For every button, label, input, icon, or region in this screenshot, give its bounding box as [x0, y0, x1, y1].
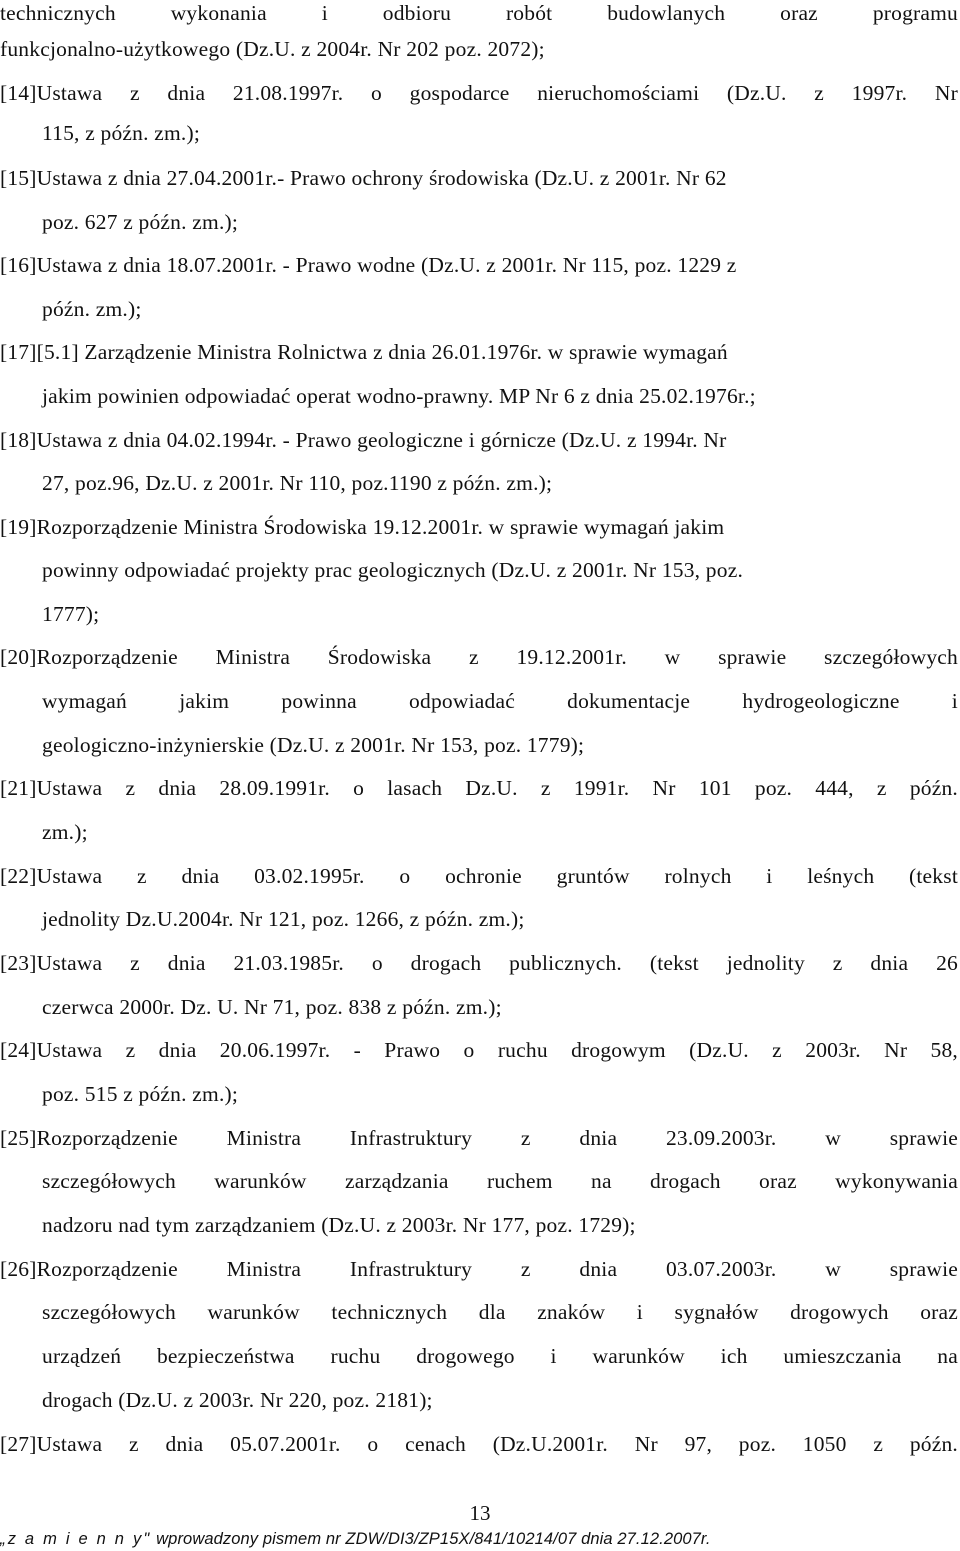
- reference-line: [17][5.1] Zarządzenie Ministra Rolnictwa z dnia 26.01.1976r. w sprawie wymagań: [0, 340, 728, 364]
- reference-continuation-line: 1777);: [42, 602, 100, 626]
- reference-line: funkcjonalno-użytkowego (Dz.U. z 2004r. Nr 202 poz. 2072);: [0, 37, 545, 61]
- reference-line: technicznych wykonania i odbioru robót budowlanych oraz programu: [0, 1, 958, 25]
- reference-line: [20]Rozporządzenie Ministra Środowiska z 19.12.2001r. w sprawie szczegółowych: [0, 645, 958, 669]
- reference-continuation-line: urządzeń bezpieczeństwa ruchu drogowego i warunków ich umieszczania na: [42, 1344, 958, 1368]
- reference-line: [15]Ustawa z dnia 27.04.2001r.- Prawo ochrony środowiska (Dz.U. z 2001r. Nr 62: [0, 166, 727, 190]
- reference-line: [23]Ustawa z dnia 21.03.1985r. o drogach publicznych. (tekst jednolity z dnia 26: [0, 951, 958, 975]
- reference-continuation-line: poz. 627 z późn. zm.);: [42, 210, 239, 234]
- reference-continuation-line: czerwca 2000r. Dz. U. Nr 71, poz. 838 z późn. zm.);: [42, 995, 502, 1019]
- reference-continuation-line: nadzoru nad tym zarządzaniem (Dz.U. z 2003r. Nr 177, poz. 1729);: [42, 1213, 636, 1237]
- reference-line: [18]Ustawa z dnia 04.02.1994r. - Prawo geologiczne i górnicze (Dz.U. z 1994r. Nr: [0, 428, 727, 452]
- reference-line: [16]Ustawa z dnia 18.07.2001r. - Prawo wodne (Dz.U. z 2001r. Nr 115, poz. 1229 z: [0, 253, 737, 277]
- reference-continuation-line: szczegółowych warunków zarządzania ruchem na drogach oraz wykonywania: [42, 1169, 958, 1193]
- footer-text: wprowadzony pismem nr ZDW/DI3/ZP15X/841/10214/07 dnia 27.12.2007r.: [151, 1530, 711, 1548]
- reference-continuation-line: późn. zm.);: [42, 297, 142, 321]
- reference-line: [21]Ustawa z dnia 28.09.1991r. o lasach Dz.U. z 1991r. Nr 101 poz. 444, z późn.: [0, 776, 958, 800]
- reference-continuation-line: jakim powinien odpowiadać operat wodno-prawny. MP Nr 6 z dnia 25.02.1976r.;: [42, 384, 756, 408]
- reference-line: [26]Rozporządzenie Ministra Infrastruktury z dnia 03.07.2003r. w sprawie: [0, 1257, 958, 1281]
- reference-line: [25]Rozporządzenie Ministra Infrastruktury z dnia 23.09.2003r. w sprawie: [0, 1126, 958, 1150]
- reference-continuation-line: szczegółowych warunków technicznych dla znaków i sygnałów drogowych oraz: [42, 1300, 958, 1324]
- reference-line: [27]Ustawa z dnia 05.07.2001r. o cenach (Dz.U.2001r. Nr 97, poz. 1050 z późn.: [0, 1432, 958, 1456]
- reference-continuation-line: poz. 515 z późn. zm.);: [42, 1082, 239, 1106]
- reference-continuation-line: 27, poz.96, Dz.U. z 2001r. Nr 110, poz.1190 z późn. zm.);: [42, 471, 553, 495]
- reference-line: [19]Rozporządzenie Ministra Środowiska 19.12.2001r. w sprawie wymagań jakim: [0, 515, 725, 539]
- reference-continuation-line: wymagań jakim powinna odpowiadać dokumentacje hydrogeologiczne i: [42, 689, 958, 713]
- reference-continuation-line: drogach (Dz.U. z 2003r. Nr 220, poz. 2181);: [42, 1388, 433, 1412]
- footer-marker: „z a m i e n n y": [0, 1530, 152, 1548]
- reference-line: [14]Ustawa z dnia 21.08.1997r. o gospodarce nieruchomościami (Dz.U. z 1997r. Nr: [0, 81, 958, 105]
- reference-continuation-line: powinny odpowiadać projekty prac geologicznych (Dz.U. z 2001r. Nr 153, poz.: [42, 558, 744, 582]
- footer-note: [0, 1529, 960, 1549]
- reference-continuation-line: geologiczno-inżynierskie (Dz.U. z 2001r. Nr 153, poz. 1779);: [42, 733, 585, 757]
- reference-continuation-line: jednolity Dz.U.2004r. Nr 121, poz. 1266, z późn. zm.);: [42, 907, 525, 931]
- page-number: 13: [469, 1501, 491, 1525]
- reference-line: [22]Ustawa z dnia 03.02.1995r. o ochronie gruntów rolnych i leśnych (tekst: [0, 864, 958, 888]
- reference-continuation-line: zm.);: [42, 820, 88, 844]
- reference-line: [24]Ustawa z dnia 20.06.1997r. - Prawo o ruchu drogowym (Dz.U. z 2003r. Nr 58,: [0, 1038, 958, 1062]
- reference-continuation-line: 115, z późn. zm.);: [42, 121, 201, 145]
